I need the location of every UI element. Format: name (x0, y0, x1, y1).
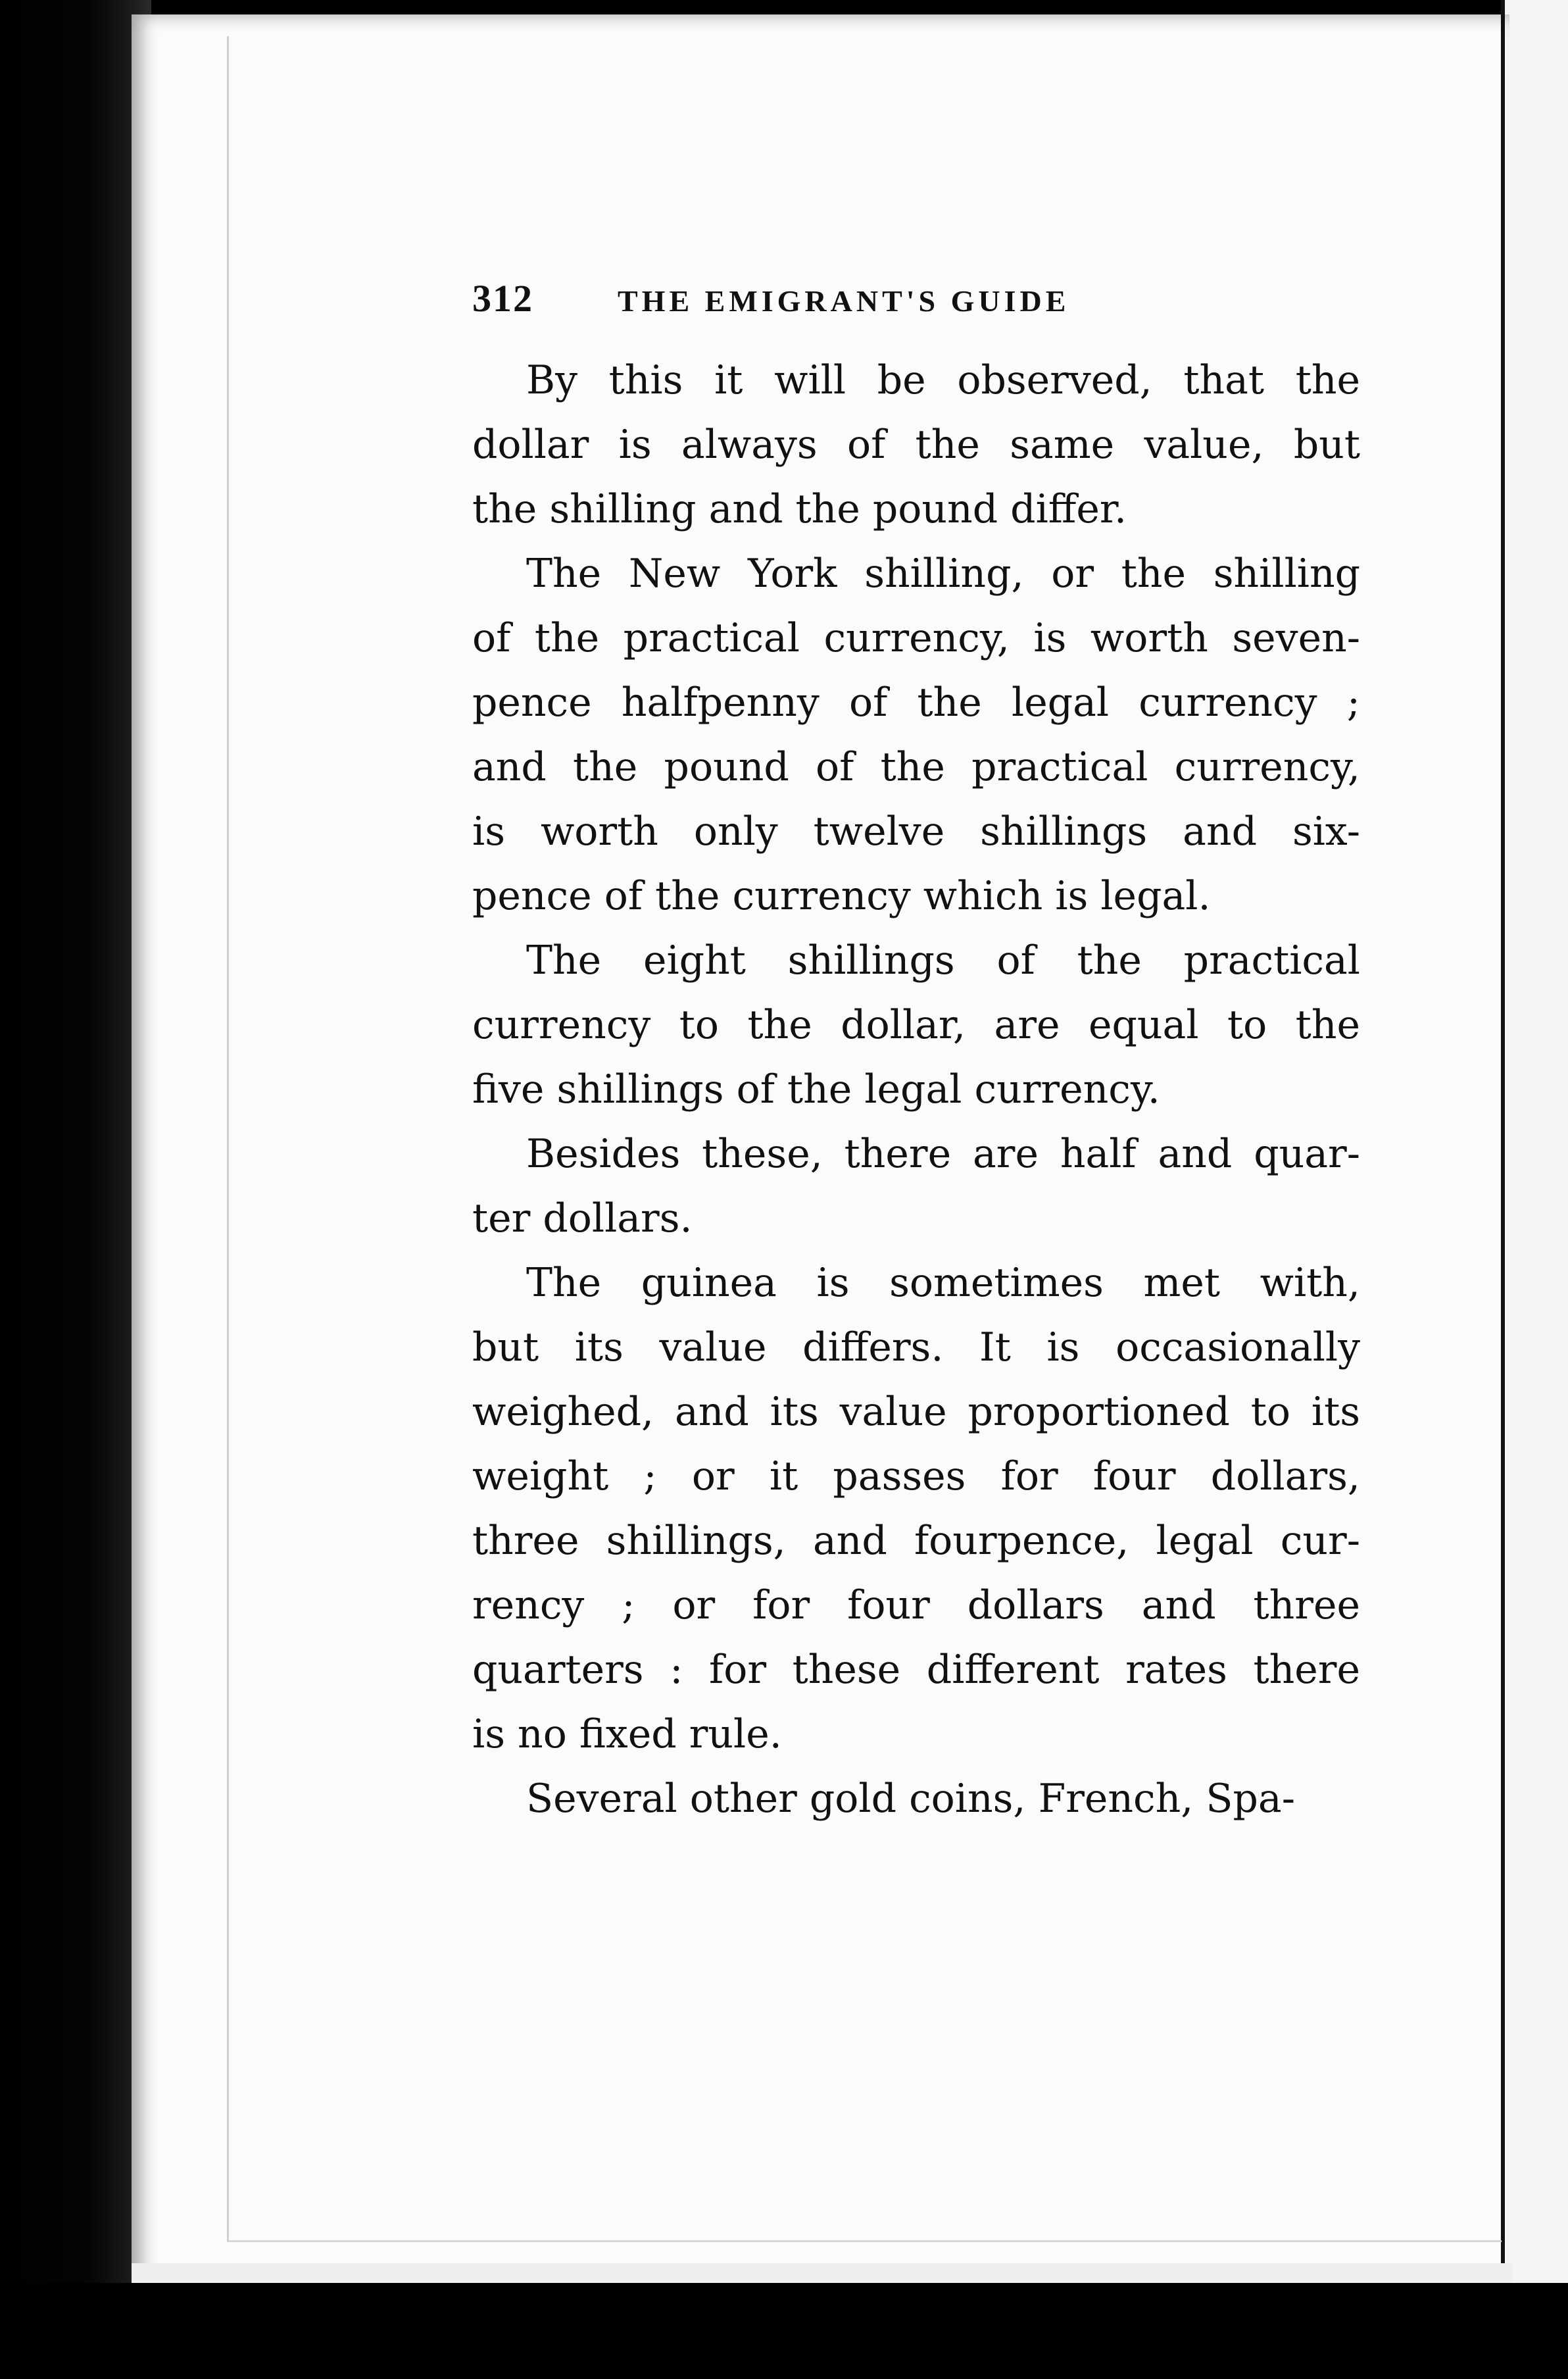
paragraph (472, 541, 1360, 928)
paragraph (472, 1766, 1360, 1831)
text-line: By this it will be observed, that the (526, 357, 1360, 403)
text-line: of the practical currency, is worth seven- (472, 615, 1360, 661)
text-line: The eight shillings of the practical (526, 938, 1360, 984)
paragraph (472, 1122, 1360, 1251)
text-line: The guinea is sometimes met with, (526, 1260, 1360, 1306)
running-title: THE EMIGRANT'S GUIDE (618, 284, 1070, 318)
facing-page-edge (1505, 0, 1568, 2379)
text-line: Several other gold coins, French, Spa- (526, 1776, 1295, 1822)
text-line: the shilling and the pound differ. (472, 486, 1127, 532)
text-line: but its value differs. It is occasionally (472, 1324, 1360, 1370)
text-block (472, 276, 1360, 1831)
text-line: currency to the dollar, are equal to the (472, 1002, 1360, 1048)
paragraph (472, 348, 1360, 541)
text-line: ter dollars. (472, 1195, 693, 1241)
text-line: pence of the currency which is legal. (472, 873, 1211, 919)
text-line: The New York shilling, or the shilling (526, 551, 1360, 597)
text-line: rency ; or for four dollars and three (472, 1582, 1360, 1628)
text-line: quarters : for these different rates there (472, 1647, 1360, 1693)
text-line: is no fixed rule. (472, 1711, 782, 1757)
text-line: three shillings, and fourpence, legal cur- (472, 1518, 1360, 1564)
book-binding-shadow (0, 0, 151, 2379)
body-text (472, 348, 1360, 1831)
running-head (472, 276, 1360, 320)
text-line: weighed, and its value proportioned to its (472, 1389, 1360, 1435)
text-line: pence halfpenny of the legal currency ; (472, 680, 1360, 726)
text-line: dollar is always of the same value, but (472, 422, 1360, 468)
scan-bottom-shadow (0, 2283, 1568, 2379)
text-line: and the pound of the practical currency, (472, 744, 1360, 790)
text-line: is worth only twelve shillings and six- (472, 809, 1360, 855)
page-number: 312 (472, 277, 533, 320)
paragraph (472, 928, 1360, 1122)
text-line: weight ; or it passes for four dollars, (472, 1453, 1360, 1499)
text-line: Besides these, there are half and quar- (526, 1131, 1360, 1177)
paragraph (472, 1251, 1360, 1766)
text-line: five shillings of the legal currency. (472, 1066, 1160, 1113)
